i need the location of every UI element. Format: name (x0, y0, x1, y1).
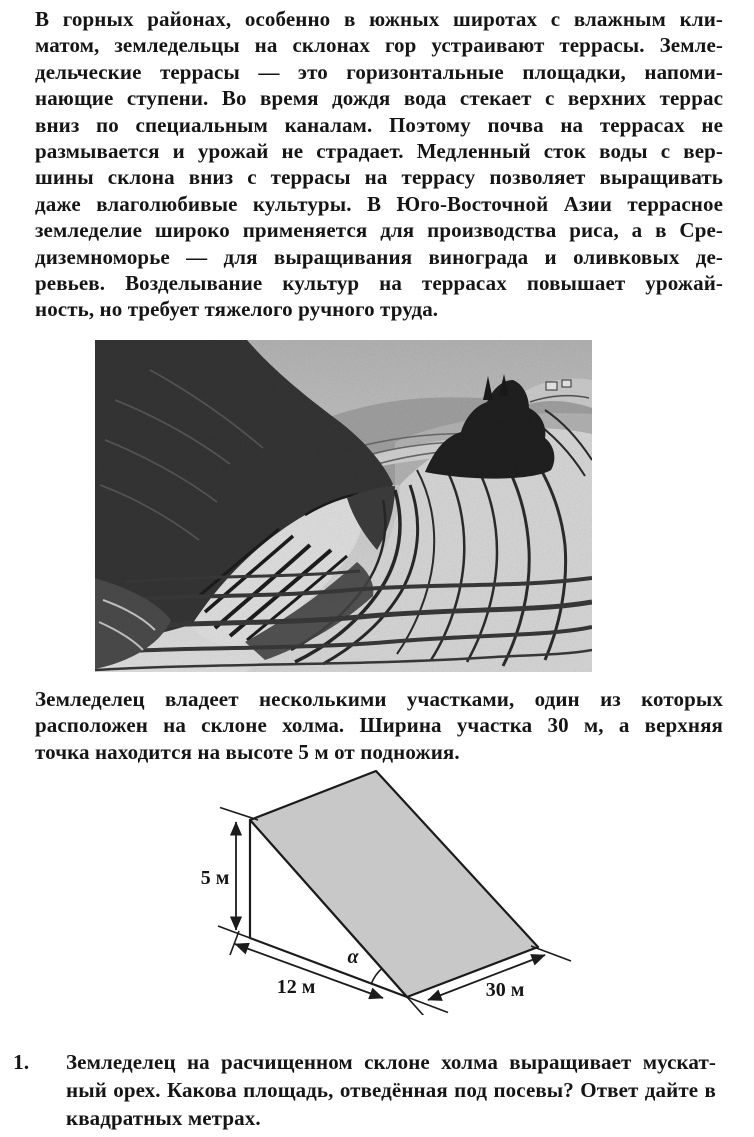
halftone-grain (95, 340, 592, 672)
intro-line: даже влаголюбивые культуры. В Юго-Восточной Азии террасное (35, 191, 723, 216)
width-label: 30 м (485, 979, 525, 1001)
problem-paragraph (35, 686, 723, 765)
slope-diagram (190, 765, 630, 1015)
problem-line: расположен на склоне холма. Ширина участка 30 м, а верхняя (35, 713, 723, 738)
intro-line: В горных районах, особенно в южных широтах с влажным кли- (35, 7, 723, 31)
angle-label: α (347, 946, 359, 968)
intro-line: дельческие террасы — это горизонтальные площадки, напоми- (35, 59, 723, 84)
height-label: 5 м (200, 867, 230, 889)
question-line: ный орех. Какова площадь, отведённая под посевы? Ответ дайте в (66, 1078, 716, 1102)
question-text (66, 1048, 716, 1132)
intro-line: ревьев. Возделывание культур на террасах повышает урожай- (35, 271, 723, 296)
question-line: квадратных метрах. (66, 1106, 261, 1130)
intro-line: нающие ступени. Во время дождя вода стекает с верхних террас (35, 86, 723, 111)
terrace-photo (95, 340, 592, 672)
intro-line: шины склона вниз с террасы на террасу позволяет выращивать (35, 165, 723, 190)
intro-line: диземноморье — для выращивания винограда и оливковых де- (35, 244, 723, 269)
intro-line: матом, земледельцы на склонах гор устраивают террасы. Земле- (35, 33, 723, 58)
problem-line: точка находится на высоте 5 м от подножия. (35, 739, 460, 764)
intro-line: размывается и урожай не страдает. Медленный сток воды с вер- (35, 139, 723, 164)
question-line: Земледелец на расчищенном склоне холма выращивает мускат- (66, 1050, 716, 1074)
intro-line: земледелие широко применяется для производства риса, а в Сре- (35, 218, 723, 243)
base-label: 12 м (276, 976, 316, 998)
intro-line: ность, но требует тяжелого ручного труда. (35, 297, 439, 322)
intro-line: вниз по специальным каналам. Поэтому почва на террасах не (35, 112, 723, 137)
terrace-photo-svg (95, 340, 592, 672)
question-number: 1. (13, 1050, 30, 1074)
slope-diagram-svg (190, 765, 630, 1015)
intro-paragraph (35, 6, 723, 323)
problem-line: Земледелец владеет несколькими участками, один из которых (35, 687, 723, 711)
